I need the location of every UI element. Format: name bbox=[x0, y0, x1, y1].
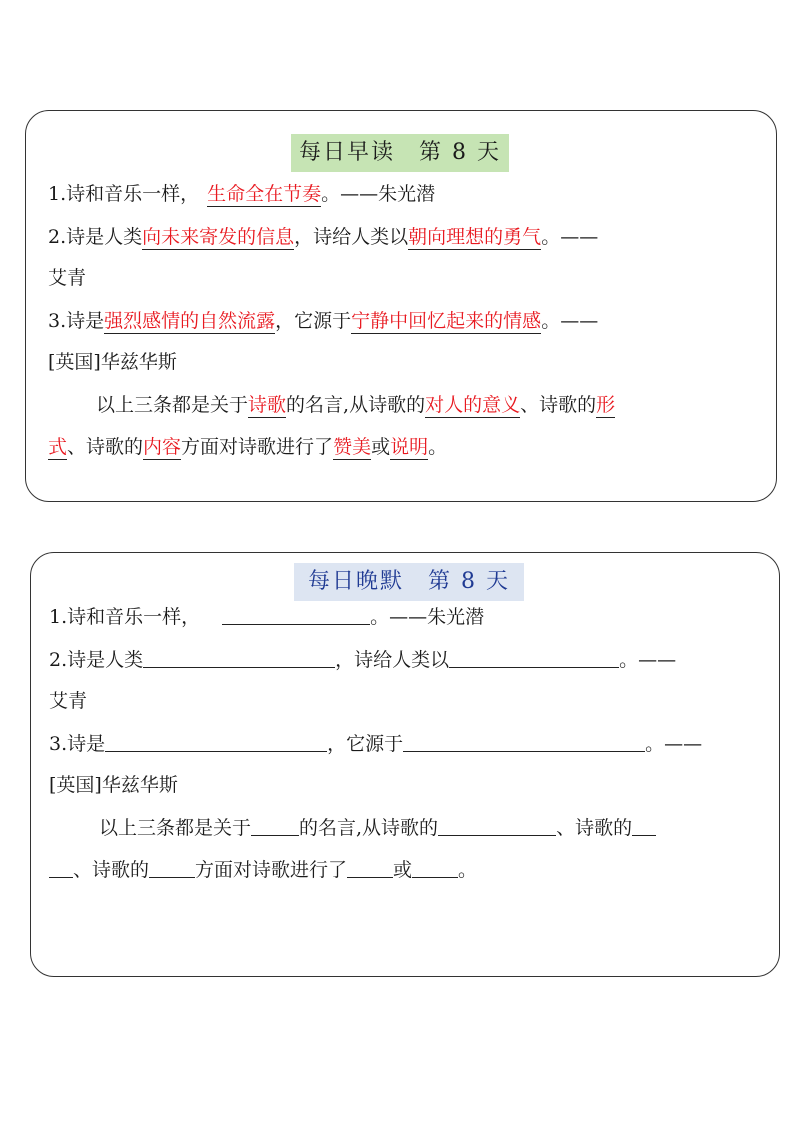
answer-blank[interactable] bbox=[449, 645, 619, 668]
evening-quote-1 bbox=[49, 597, 761, 637]
quote-suffix: 。—— bbox=[541, 226, 599, 248]
morning-summary-line-1 bbox=[96, 385, 758, 425]
answer: 说明 bbox=[390, 436, 429, 458]
quote-prefix: 2.诗是人类 bbox=[49, 649, 144, 671]
evening-summary-line-2 bbox=[49, 850, 761, 890]
answer-blank[interactable] bbox=[149, 855, 195, 878]
summary-text: 、诗歌的 bbox=[73, 859, 150, 881]
evening-quote-2-author: 艾青 bbox=[49, 690, 88, 712]
summary-text: 以上三条都是关于 bbox=[96, 394, 249, 416]
quote-prefix: 2.诗是人类 bbox=[48, 226, 143, 248]
quote-prefix: 3.诗是 bbox=[48, 310, 105, 332]
answer: 朝向理想的勇气 bbox=[408, 226, 542, 248]
quote-prefix: 1.诗和音乐一样， bbox=[49, 606, 201, 628]
evening-title: 每日晚默 第 8 天 bbox=[294, 563, 524, 601]
answer-blank[interactable] bbox=[403, 729, 645, 752]
summary-text: 或 bbox=[393, 859, 413, 881]
quote-middle: ，诗给人类以 bbox=[294, 226, 409, 248]
evening-summary-line-1 bbox=[99, 808, 761, 848]
morning-reading-card bbox=[25, 110, 777, 502]
quote-suffix: 。—— bbox=[541, 310, 599, 332]
summary-text: 。 bbox=[428, 436, 448, 458]
answer: 内容 bbox=[143, 436, 182, 458]
summary-text: 或 bbox=[371, 436, 391, 458]
morning-summary-line-2 bbox=[48, 427, 758, 467]
quote-middle: ，它源于 bbox=[327, 733, 404, 755]
summary-text: 的名言,从诗歌的 bbox=[299, 817, 439, 839]
quote-prefix: 1.诗和音乐一样， bbox=[48, 183, 200, 205]
summary-text: 以上三条都是关于 bbox=[99, 817, 252, 839]
morning-quote-1 bbox=[48, 174, 758, 214]
answer: 生命全在节奏 bbox=[207, 183, 322, 205]
evening-quote-2 bbox=[49, 640, 761, 680]
answer-blank[interactable] bbox=[438, 813, 556, 836]
answer-blank[interactable] bbox=[49, 855, 73, 878]
answer-blank[interactable] bbox=[251, 813, 299, 836]
quote-middle: ，诗给人类以 bbox=[335, 649, 450, 671]
answer: 向未来寄发的信息 bbox=[142, 226, 295, 248]
answer: 形 bbox=[596, 394, 616, 416]
morning-quote-3 bbox=[48, 301, 758, 341]
answer-blank[interactable] bbox=[347, 855, 393, 878]
summary-text: 、诗歌的 bbox=[520, 394, 597, 416]
quote-suffix: 。——朱光潜 bbox=[370, 606, 485, 628]
morning-title: 每日早读 第 8 天 bbox=[291, 134, 509, 172]
summary-text: 方面对诗歌进行了 bbox=[181, 436, 334, 458]
quote-suffix: 。——朱光潜 bbox=[321, 183, 436, 205]
summary-text: 。 bbox=[458, 859, 478, 881]
answer: 赞美 bbox=[333, 436, 372, 458]
answer: 对人的意义 bbox=[425, 394, 521, 416]
evening-quote-3 bbox=[49, 724, 761, 764]
answer-blank[interactable] bbox=[632, 813, 656, 836]
answer: 式 bbox=[48, 436, 68, 458]
evening-recitation-card bbox=[30, 552, 780, 977]
answer-blank[interactable] bbox=[143, 645, 335, 668]
quote-suffix: 。—— bbox=[645, 733, 703, 755]
quote-suffix: 。—— bbox=[619, 649, 677, 671]
summary-text: 、诗歌的 bbox=[67, 436, 144, 458]
morning-quote-3-author: [英国]华兹华斯 bbox=[48, 351, 177, 373]
answer: 宁静中回忆起来的情感 bbox=[351, 310, 542, 332]
summary-text: 、诗歌的 bbox=[556, 817, 633, 839]
summary-text: 方面对诗歌进行了 bbox=[195, 859, 348, 881]
answer: 强烈感情的自然流露 bbox=[104, 310, 276, 332]
summary-text: 的名言,从诗歌的 bbox=[286, 394, 426, 416]
morning-quote-2-author: 艾青 bbox=[48, 267, 87, 289]
answer: 诗歌 bbox=[248, 394, 287, 416]
answer-blank[interactable] bbox=[412, 855, 458, 878]
evening-quote-3-author: [英国]华兹华斯 bbox=[49, 774, 178, 796]
answer-blank[interactable] bbox=[222, 602, 370, 625]
answer-blank[interactable] bbox=[105, 729, 327, 752]
quote-prefix: 3.诗是 bbox=[49, 733, 106, 755]
morning-quote-2 bbox=[48, 217, 758, 257]
quote-middle: ，它源于 bbox=[275, 310, 352, 332]
